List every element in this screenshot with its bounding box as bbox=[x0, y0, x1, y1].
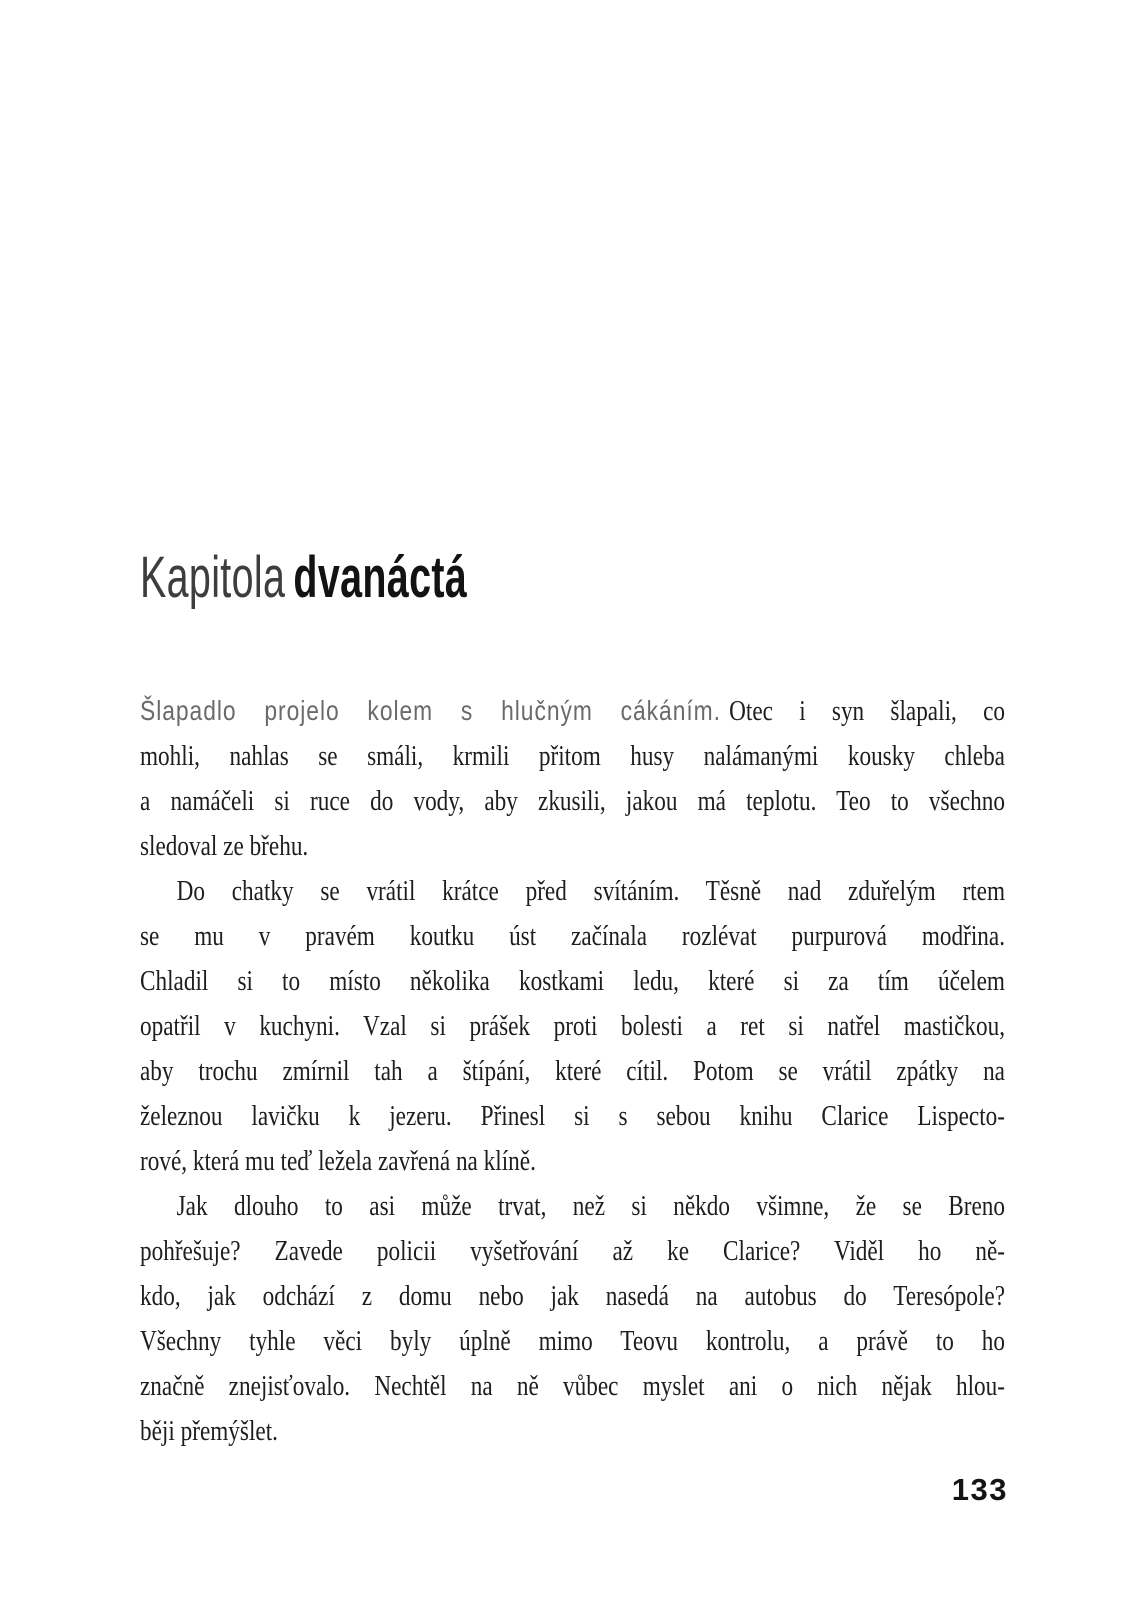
text-line: Chladil si to místo několika kostkami ledu, které si za tím účelem bbox=[140, 966, 1005, 997]
text-line: Do chatky se vrátil krátce před svítáním. Těsně nad zduřelým rtem bbox=[176, 876, 1005, 907]
text-line: a namáčeli si ruce do vody, aby zkusili, jakou má teplotu. Teo to všechno bbox=[140, 786, 1005, 817]
text-line: železnou lavičku k jezeru. Přinesl si s sebou knihu Clarice Lispecto- bbox=[140, 1101, 1005, 1132]
text-line bbox=[140, 688, 1005, 734]
lead-in-text: Šlapadlo projelo kolem s hlučným cákáním. bbox=[140, 695, 721, 726]
page-number: 133 bbox=[951, 1472, 1008, 1507]
text-line: sledoval ze břehu. bbox=[140, 831, 309, 862]
text-line: opatřil v kuchyni. Vzal si prášek proti bolesti a ret si natřel mastičkou, bbox=[140, 1011, 1005, 1042]
text-line: se mu v pravém koutku úst začínala rozlévat purpurová modřina. bbox=[140, 921, 1005, 952]
paragraph1-line1-rest: Otec i syn šlapali, co bbox=[729, 696, 1005, 727]
text-line: mohli, nahlas se smáli, krmili přitom husy nalámanými kousky chleba bbox=[140, 741, 1005, 772]
text-line: běji přemýšlet. bbox=[140, 1416, 278, 1447]
text-line: značně znejisťovalo. Nechtěl na ně vůbec myslet ani o nich nějak hlou- bbox=[140, 1371, 1005, 1402]
text-line: pohřešuje? Zavede policii vyšetřování až ke Clarice? Viděl ho ně- bbox=[140, 1236, 1005, 1267]
text-line: Všechny tyhle věci byly úplně mimo Teovu kontrolu, a právě to ho bbox=[140, 1326, 1005, 1357]
paragraph-1 bbox=[140, 688, 1005, 869]
text-line: Jak dlouho to asi může trvat, než si někdo všimne, že se Breno bbox=[176, 1191, 1005, 1222]
text-line: aby trochu zmírnil tah a štípání, které cítil. Potom se vrátil zpátky na bbox=[140, 1056, 1005, 1087]
body-text bbox=[140, 688, 1005, 1454]
chapter-label: Kapitola bbox=[140, 545, 286, 610]
paragraph-3 bbox=[140, 1184, 1005, 1454]
text-line: rové, která mu teď ležela zavřená na klíně. bbox=[140, 1146, 536, 1177]
chapter-number: dvanáctá bbox=[293, 545, 468, 610]
paragraph-2 bbox=[140, 869, 1005, 1184]
text-line: kdo, jak odchází z domu nebo jak nasedá na autobus do Teresópole? bbox=[140, 1281, 1005, 1312]
chapter-heading bbox=[140, 545, 621, 610]
